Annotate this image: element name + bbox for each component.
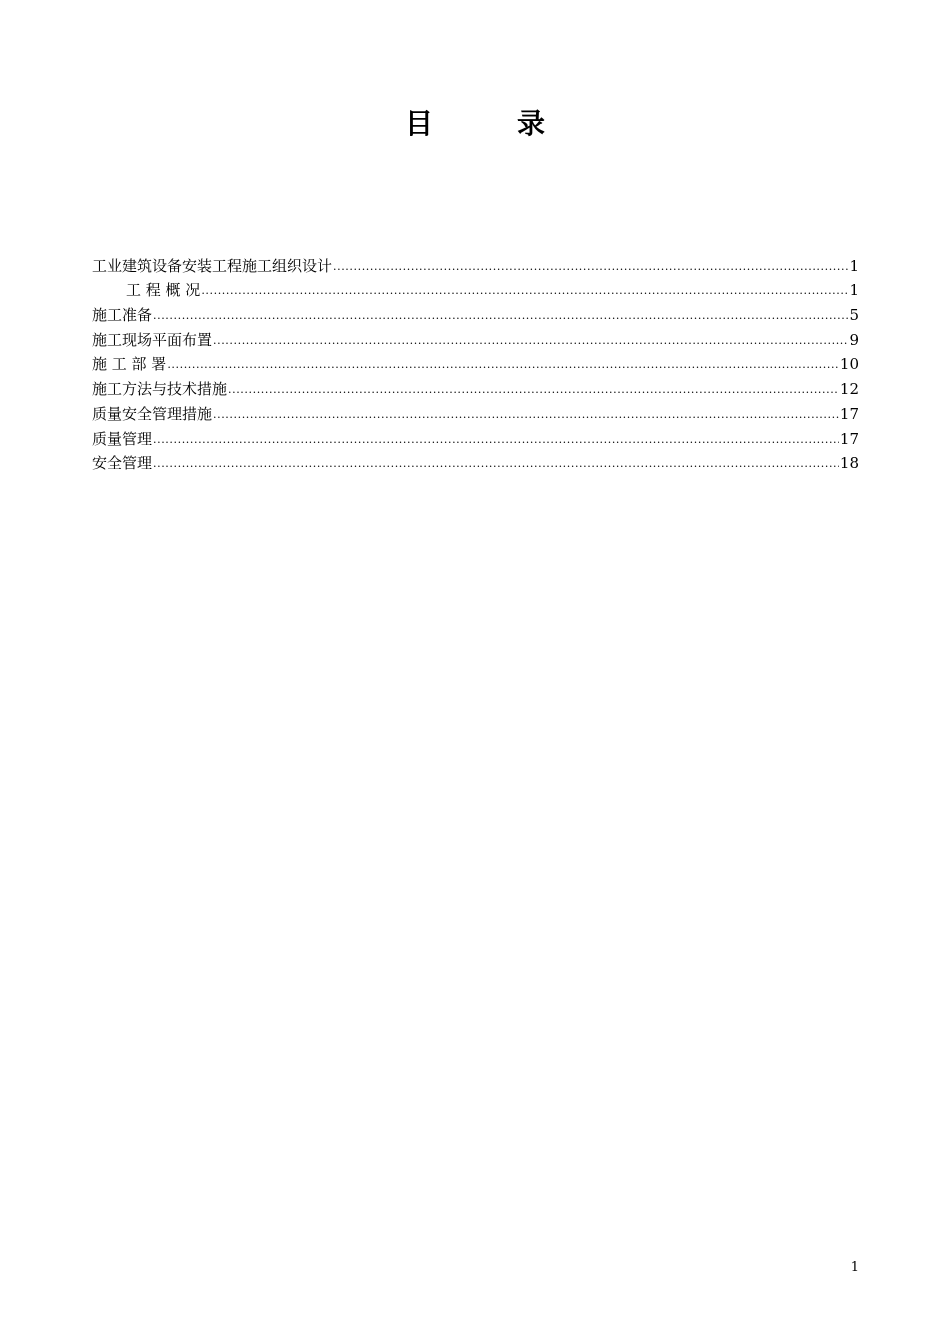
toc-entry-page: 12	[839, 380, 859, 399]
toc-entry-page: 17	[839, 404, 859, 423]
toc-entry-title: 质量安全管理措施	[92, 404, 213, 423]
toc-entry[interactable]	[92, 373, 859, 398]
toc-entry-page: 17	[839, 429, 859, 448]
toc-title: 目 录	[404, 107, 545, 140]
toc-entry-title: 质量管理	[92, 429, 153, 448]
toc-entry-title: 施工现场平面布置	[92, 330, 213, 349]
toc-entry[interactable]	[92, 398, 859, 423]
toc-entry-page: 9	[849, 330, 859, 349]
toc-leader-dots	[201, 281, 848, 299]
toc-entry-title: 施工方法与技术措施	[92, 380, 228, 399]
toc-leader-dots	[213, 405, 839, 423]
toc-entry-title: 施工准备	[92, 306, 153, 325]
toc-entry-page: 1	[849, 281, 859, 300]
toc-leader-dots	[167, 355, 839, 373]
page-number: 1	[850, 1260, 859, 1275]
toc-entry-page: 1	[849, 256, 859, 275]
toc-entry-page: 5	[849, 306, 859, 325]
toc-entry-title: 工 程 概 况	[126, 281, 201, 300]
toc-entry-page: 18	[839, 454, 859, 473]
toc-entry-title: 施 工 部 署	[92, 355, 167, 374]
toc-leader-dots	[153, 454, 839, 472]
toc-entry[interactable]	[92, 324, 859, 349]
toc-entry[interactable]	[92, 448, 859, 473]
toc-entry[interactable]	[92, 275, 859, 300]
toc-leader-dots	[333, 257, 848, 275]
toc-entry[interactable]	[92, 299, 859, 324]
toc-entry[interactable]	[92, 349, 859, 374]
toc-entry-title: 安全管理	[92, 454, 153, 473]
toc-entry-page: 10	[839, 355, 859, 374]
toc-entry[interactable]	[92, 250, 859, 275]
toc-leader-dots	[153, 430, 839, 448]
toc-entry[interactable]	[92, 423, 859, 448]
toc-leader-dots	[213, 331, 848, 349]
toc-leader-dots	[228, 380, 839, 398]
table-of-contents	[92, 250, 859, 472]
toc-leader-dots	[153, 306, 848, 324]
toc-entry-title: 工业建筑设备安装工程施工组织设计	[92, 256, 333, 275]
